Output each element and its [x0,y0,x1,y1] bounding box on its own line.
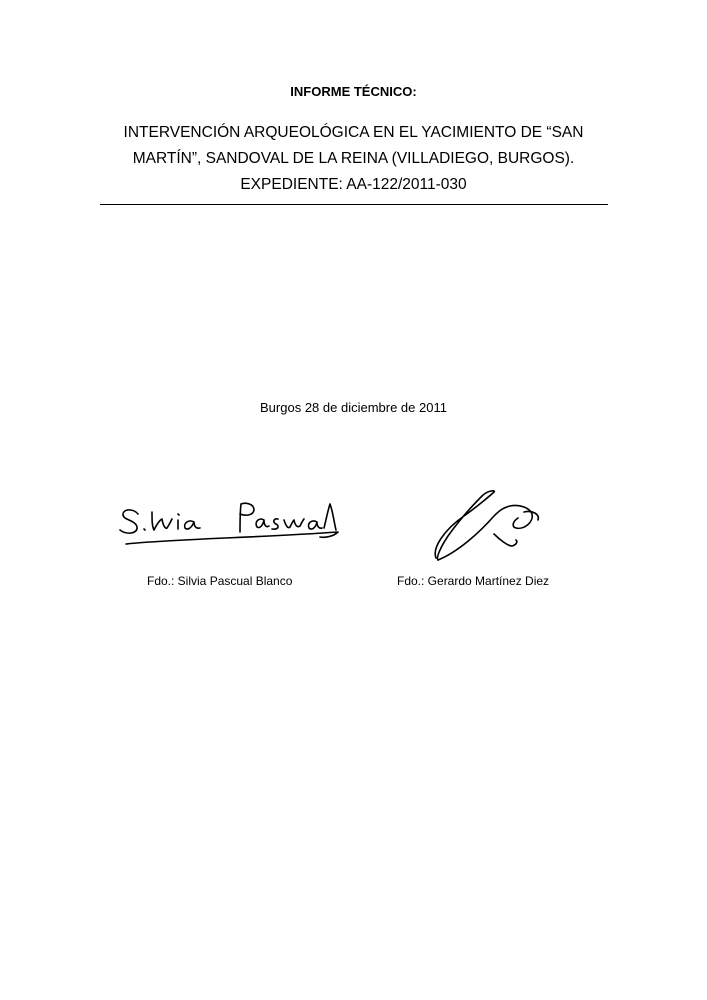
title-divider [100,204,608,205]
signature-silvia-pascual [112,492,342,552]
title-line-2: MARTÍN”, SANDOVAL DE LA REINA (VILLADIEGO, BURGOS). [132,150,575,167]
signer-label-right: Fdo.: Gerardo Martínez Diez [397,574,550,588]
report-title [100,120,607,198]
signer-label-left: Fdo.: Silvia Pascual Blanco [147,574,293,588]
report-heading: INFORME TÉCNICO: [290,84,417,99]
title-line-3: EXPEDIENTE: AA-122/2011-030 [240,176,467,193]
title-line-1: INTERVENCIÓN ARQUEOLÓGICA EN EL YACIMIENTO DE “SAN [123,124,584,141]
place-date-line: Burgos 28 de diciembre de 2011 [260,400,447,415]
signature-gerardo-martinez [428,486,548,566]
